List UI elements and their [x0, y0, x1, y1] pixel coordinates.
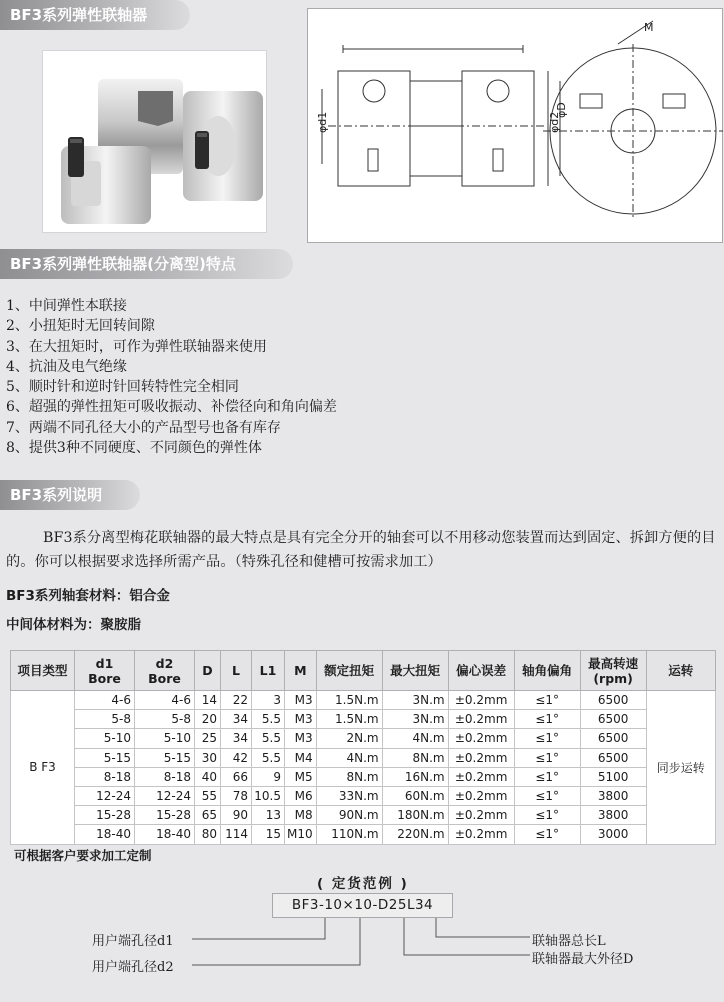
- type-cell: B F3: [11, 691, 75, 845]
- col-run: 运转: [646, 651, 715, 691]
- drawing-label-d2: φd2: [548, 111, 561, 133]
- feature-item: 5、顺时针和逆时针回转特性完全相同: [6, 379, 239, 396]
- cell-m: M3: [285, 691, 317, 710]
- cell-max-torque: 3N.m: [382, 710, 448, 729]
- order-label-length: 联轴器总长L: [532, 934, 606, 949]
- cell-d1: 12-24: [75, 786, 135, 805]
- cell-l1: 10.5: [252, 786, 285, 805]
- cell-m: M5: [285, 767, 317, 786]
- cell-max-torque: 8N.m: [382, 748, 448, 767]
- cell-d1: 15-28: [75, 806, 135, 825]
- col-type: 项目类型: [11, 651, 75, 691]
- cell-m: M6: [285, 786, 317, 805]
- cell-rated-torque: 4N.m: [316, 748, 382, 767]
- col-d: D: [195, 651, 221, 691]
- cell-max-speed: 6500: [580, 748, 646, 767]
- cell-l1: 13: [252, 806, 285, 825]
- feature-item: 2、小扭矩时无回转间隙: [6, 318, 155, 335]
- cell-max-torque: 220N.m: [382, 825, 448, 844]
- col-l: L: [221, 651, 252, 691]
- cell-max-torque: 60N.m: [382, 786, 448, 805]
- cell-l: 34: [221, 710, 252, 729]
- cell-d1: 4-6: [75, 691, 135, 710]
- cell-max-torque: 16N.m: [382, 767, 448, 786]
- order-label-d1: 用户端孔径d1: [92, 934, 174, 949]
- cell-eccentric: ±0.2mm: [448, 825, 514, 844]
- cell-l1: 5.5: [252, 729, 285, 748]
- cell-l: 78: [221, 786, 252, 805]
- cell-rated-torque: 110N.m: [316, 825, 382, 844]
- cell-angle: ≤1°: [514, 710, 580, 729]
- run-cell: 同步运转: [646, 691, 715, 845]
- cell-eccentric: ±0.2mm: [448, 806, 514, 825]
- cell-angle: ≤1°: [514, 729, 580, 748]
- cell-angle: ≤1°: [514, 767, 580, 786]
- cell-d2: 5-8: [135, 710, 195, 729]
- cell-angle: ≤1°: [514, 786, 580, 805]
- feature-item: 4、抗油及电气绝缘: [6, 358, 127, 375]
- cell-max-speed: 3800: [580, 786, 646, 805]
- cell-angle: ≤1°: [514, 806, 580, 825]
- cell-l1: 5.5: [252, 748, 285, 767]
- cell-m: M4: [285, 748, 317, 767]
- cell-d: 55: [195, 786, 221, 805]
- cell-d2: 8-18: [135, 767, 195, 786]
- cell-l: 114: [221, 825, 252, 844]
- cell-max-torque: 3N.m: [382, 691, 448, 710]
- cell-rated-torque: 33N.m: [316, 786, 382, 805]
- cell-angle: ≤1°: [514, 825, 580, 844]
- cell-d1: 5-10: [75, 729, 135, 748]
- col-max-torque: 最大扭矩: [382, 651, 448, 691]
- cell-rated-torque: 2N.m: [316, 729, 382, 748]
- cell-max-speed: 3000: [580, 825, 646, 844]
- cell-d: 65: [195, 806, 221, 825]
- order-example-code: BF3-10×10-D25L34: [272, 893, 453, 918]
- feature-item: 1、中间弹性本联接: [6, 298, 127, 314]
- cell-rated-torque: 1.5N.m: [316, 710, 382, 729]
- cell-d1: 8-18: [75, 767, 135, 786]
- features-banner: BF3系列弹性联轴器(分离型)特点: [0, 249, 293, 279]
- cell-max-speed: 6500: [580, 729, 646, 748]
- cell-d: 80: [195, 825, 221, 844]
- cell-eccentric: ±0.2mm: [448, 748, 514, 767]
- cell-eccentric: ±0.2mm: [448, 729, 514, 748]
- feature-item: 7、两端不同孔径大小的产品型号也备有库存: [6, 419, 281, 436]
- cell-m: M3: [285, 710, 317, 729]
- cell-d: 20: [195, 710, 221, 729]
- cell-eccentric: ±0.2mm: [448, 767, 514, 786]
- col-eccentric: 偏心误差: [448, 651, 514, 691]
- middle-material: 中间体材料为：聚胺脂: [6, 617, 141, 633]
- order-label-d2: 用户端孔径d2: [92, 960, 174, 975]
- cell-l1: 15: [252, 825, 285, 844]
- cell-l: 42: [221, 748, 252, 767]
- cell-l: 66: [221, 767, 252, 786]
- sleeve-material: BF3系列轴套材料：铝合金: [6, 588, 170, 604]
- cell-l1: 5.5: [252, 710, 285, 729]
- cell-m: M10: [285, 825, 317, 844]
- cell-l: 34: [221, 729, 252, 748]
- cell-max-speed: 3800: [580, 806, 646, 825]
- cell-d2: 4-6: [135, 691, 195, 710]
- cell-d2: 18-40: [135, 825, 195, 844]
- title-banner: BF3系列弹性联轴器: [0, 0, 190, 30]
- col-m: M: [285, 651, 317, 691]
- cell-eccentric: ±0.2mm: [448, 691, 514, 710]
- cell-d1: 5-8: [75, 710, 135, 729]
- cell-max-torque: 4N.m: [382, 729, 448, 748]
- custom-note: 可根据客户要求加工定制: [14, 848, 152, 863]
- cell-max-speed: 6500: [580, 691, 646, 710]
- col-d1: d1 Bore: [75, 651, 135, 691]
- col-rated-torque: 额定扭矩: [316, 651, 382, 691]
- cell-d: 30: [195, 748, 221, 767]
- cell-l: 22: [221, 691, 252, 710]
- feature-item: 3、在大扭矩时，可作为弹性联轴器来使用: [6, 338, 267, 355]
- col-max-speed: 最高转速 (rpm): [580, 651, 646, 691]
- col-d2: d2 Bore: [135, 651, 195, 691]
- cell-eccentric: ±0.2mm: [448, 786, 514, 805]
- cell-m: M8: [285, 806, 317, 825]
- cell-d2: 12-24: [135, 786, 195, 805]
- cell-d: 40: [195, 767, 221, 786]
- cell-d2: 5-10: [135, 729, 195, 748]
- cell-rated-torque: 90N.m: [316, 806, 382, 825]
- cell-rated-torque: 8N.m: [316, 767, 382, 786]
- order-example-title: ( 定货范例 ): [317, 876, 409, 892]
- order-label-diameter: 联轴器最大外径D: [532, 952, 634, 967]
- description-banner: BF3系列说明: [0, 480, 140, 510]
- cell-max-speed: 5100: [580, 767, 646, 786]
- feature-item: 6、超强的弹性扭矩可吸收振动、补偿径向和角向偏差: [6, 399, 337, 416]
- drawing-label-phid: φD: [555, 102, 568, 118]
- cell-angle: ≤1°: [514, 748, 580, 767]
- cell-d: 14: [195, 691, 221, 710]
- cell-d1: 5-15: [75, 748, 135, 767]
- col-angle: 轴角偏角: [514, 651, 580, 691]
- col-l1: L1: [252, 651, 285, 691]
- cell-d1: 18-40: [75, 825, 135, 844]
- cell-d2: 5-15: [135, 748, 195, 767]
- drawing-label-m: M: [644, 21, 654, 34]
- description-paragraph: BF3系分离型梅花联轴器的最大特点是具有完全分开的轴套可以不用移动您装置而达到固定、拆卸方便的目的。你可以根据要求选择所需产品。（特殊孔径和健槽可按需求加工）: [6, 530, 716, 570]
- cell-d2: 15-28: [135, 806, 195, 825]
- feature-item: 8、提供3种不同硬度、不同颜色的弹性体: [6, 440, 262, 457]
- cell-l1: 3: [252, 691, 285, 710]
- cell-angle: ≤1°: [514, 691, 580, 710]
- cell-eccentric: ±0.2mm: [448, 710, 514, 729]
- cell-l1: 9: [252, 767, 285, 786]
- drawing-label-d1: φd1: [316, 111, 329, 133]
- cell-m: M3: [285, 729, 317, 748]
- cell-l: 90: [221, 806, 252, 825]
- cell-d: 25: [195, 729, 221, 748]
- cell-max-speed: 6500: [580, 710, 646, 729]
- cell-rated-torque: 1.5N.m: [316, 691, 382, 710]
- cell-max-torque: 180N.m: [382, 806, 448, 825]
